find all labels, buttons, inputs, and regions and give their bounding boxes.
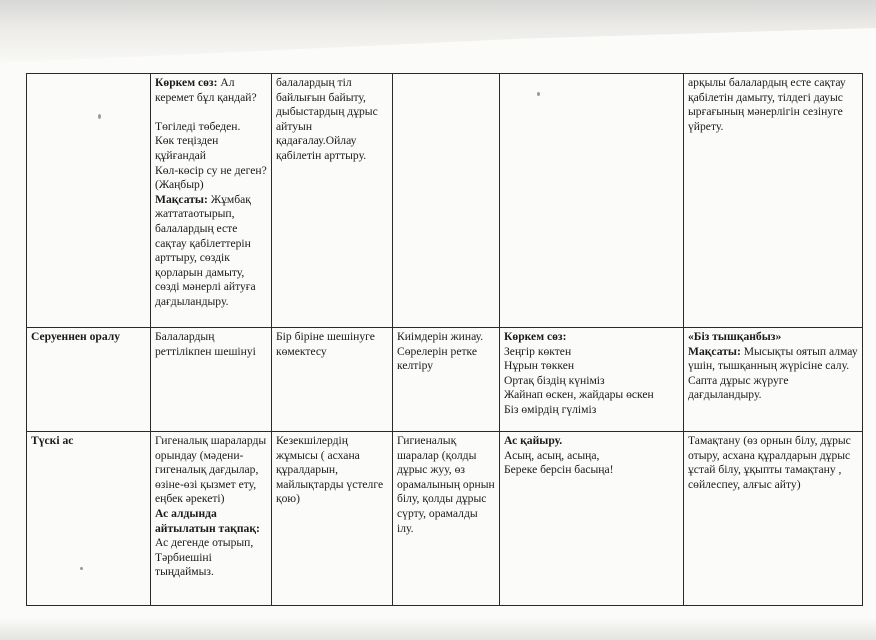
empty-cell <box>393 74 500 328</box>
scan-shadow-top <box>0 0 876 70</box>
outcome-cell: арқылы балалардың есте сақтау қабілетін дамыту, тілдегі дауыс ырғағының мәнерлігін сезінуге үйрету. <box>684 74 863 328</box>
cell-text: Асың, асың, асыңа, Береке берсін басыңа! <box>504 448 614 477</box>
poem-cell <box>500 328 684 432</box>
schedule-table <box>26 73 863 606</box>
cell-text: Ал керемет бұл қандай? Төгіледі төбеден. Көк теңізден құйғандай Көл-көсір су не деген? (Жаңбыр) <box>155 76 267 192</box>
poem-cell <box>500 432 684 606</box>
cell-text: Гигеналық шараларды орындау (мәдени-гигеналық дағдылар, өзіне-өзі қызмет ету, еңбек әрекеті) <box>155 434 267 506</box>
empty-cell <box>500 74 684 328</box>
scan-shadow-bottom <box>0 618 876 640</box>
cell-text: Жұмбақ жаттатаотырып, балалардың есте сақтау қабілеттерін арттыру, сөздік қорларын дамыту, сөзді мәнерлі айтуға дағдыландыру. <box>155 192 256 308</box>
outcome-cell: Тамақтану (өз орнын білу, дұрыс отыру, асхана құралдарын дұрыс ұстай білу, ұқыпты тамақтану , сөйлеспеу, алғыс айту) <box>684 432 863 606</box>
cell-text: Ас дегенде отырып, Тәрбиешіні тыңдаймыз. <box>155 536 254 579</box>
activity-cell: Балалардың реттілікпен шешінуі <box>151 328 272 432</box>
task-cell: Киімдерін жинау. Сөрелерін ретке келтіру <box>393 328 500 432</box>
cell-heading: Ас қайыру. <box>504 434 563 447</box>
table-row <box>27 432 863 606</box>
cell-heading: Мақсаты: <box>155 192 208 206</box>
activity-cell <box>151 74 272 328</box>
cell-heading: Көркем сөз: <box>504 330 567 343</box>
row-label-cell: Түскі ас <box>27 432 151 606</box>
game-cell <box>684 328 863 432</box>
table-row <box>27 328 863 432</box>
goal-cell: Кезекшілердің жұмысы ( асхана құралдарын, майлықтарды үстелге қою) <box>272 432 393 606</box>
goal-cell: Бір біріне шешінуге көмектесу <box>272 328 393 432</box>
cell-heading: Ас алдында айтылатын тақпақ: <box>155 506 260 535</box>
table-row <box>27 74 863 328</box>
goal-cell: балалардың тіл байлығын байыту, дыбыстардың дұрыс айтуын қадағалау.Ойлау қабілетін арттыру. <box>272 74 393 328</box>
cell-heading: Көркем сөз: <box>155 76 218 89</box>
cell-text: Мысықты оятып алмау үшін, тышқанның жүрісіне салу. Сапта дұрыс жүруге дағдыландыру. <box>688 344 858 402</box>
row-label-cell: Серуеннен оралу <box>27 328 151 432</box>
task-cell: Гигиеналық шаралар (қолды дұрыс жуу, өз орамалының орнын білу, қолды дұрыс сүрту, орамалды ілу. <box>393 432 500 606</box>
cell-heading: «Біз тышқанбыз» <box>688 330 782 343</box>
activity-cell <box>151 432 272 606</box>
row-label-cell <box>27 74 151 328</box>
cell-text: Зеңгір көктен Нұрын төккен Ортақ біздің күніміз Жайнап өскен, жайдары өскен Біз өмірдің гүліміз <box>504 344 654 416</box>
cell-heading: Мақсаты: <box>688 344 741 358</box>
